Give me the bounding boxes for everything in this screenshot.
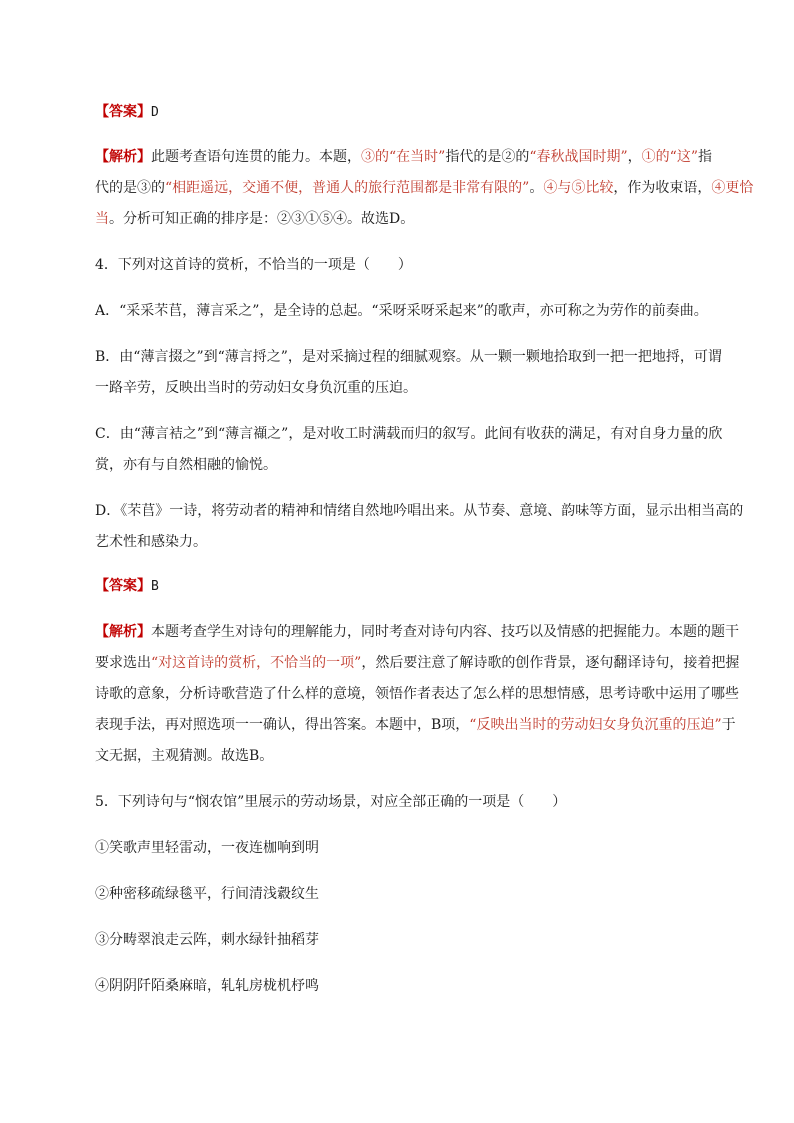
question-4-option-a: A．“采采芣苢，薄言采之”，是全诗的总起。“采呀采呀采起来”的歌声，亦可称之为劳作的前奏曲。: [95, 303, 708, 319]
analysis-text: 此题考查语句连贯的能力。本题，: [151, 149, 361, 165]
analysis-text: 于: [721, 717, 736, 733]
answer-2: [95, 576, 723, 597]
analysis-text: 文无据，主观猜测。故选B。: [95, 748, 274, 764]
analysis-text: 要求选出: [95, 655, 151, 671]
question-4-option-b: B．由“薄言掇之”到“薄言捋之”，是对采摘过程的细腻观察。从一颗一颗地拾取到一把一把地捋，可谓: [95, 349, 722, 365]
question-5-item-1: ①笑歌声里轻雷动，一夜连枷响到明: [95, 840, 319, 856]
analysis-text: 。: [529, 180, 544, 196]
analysis-highlight: ④更恰: [711, 180, 754, 196]
question-4-option-d: D．《芣苢》一诗，将劳动者的精神和情绪自然地吟唱出来。从节奏、意境、韵味等方面，显示出相当高的: [95, 503, 744, 519]
answer-value: B: [151, 579, 159, 594]
answer-tag: 【答案】: [95, 104, 151, 120]
analysis-highlight: ③的“在当时”: [361, 149, 446, 165]
analysis-highlight: “反映出当时的劳动妇女身负沉重的压迫”: [469, 717, 722, 733]
analysis-text: 表现手法，再对照选项一一确认，得出答案。本题中，B项，: [95, 717, 470, 733]
analysis-text: ，: [627, 149, 642, 165]
analysis-text: 指: [697, 149, 712, 165]
analysis-highlight: “相距遥远，交通不便，普通人的旅行范围都是非常有限的”: [165, 180, 530, 196]
question-5-item-2: ②种密移疏绿毯平，行间清浅縠纹生: [95, 886, 319, 902]
analysis-text: 诗歌的意象，分析诗歌营造了什么样的意境，领悟作者表达了怎么样的思想情感，思考诗歌中运用了哪些: [95, 686, 739, 702]
analysis-text: 。分析可知正确的排序是：②③①⑤④。故选D。: [109, 211, 415, 227]
question-4-option-c: C．由“薄言袺之”到“薄言襭之”，是对收工时满载而归的叙写。此间有收获的满足，有对自身力量的欣: [95, 426, 723, 442]
analysis-tag: 【解析】: [95, 624, 151, 640]
analysis-text: 指代的是②的: [445, 149, 530, 165]
question-4-option-c-cont: 赏，亦有与自然相融的愉悦。: [95, 457, 277, 473]
answer-value: D: [151, 105, 159, 120]
question-5-stem: 5．下列诗句与“悯农馆”里展示的劳动场景，对应全部正确的一项是（ ）: [95, 794, 567, 810]
analysis-2-line-4: [95, 715, 736, 735]
analysis-1-line-2: [95, 178, 754, 198]
analysis-highlight: ④与⑤比较: [543, 180, 614, 196]
analysis-highlight: ①的“这”: [641, 149, 698, 165]
analysis-2-line-3: [95, 684, 739, 704]
question-4-stem: 4．下列对这首诗的赏析，不恰当的一项是（ ）: [95, 257, 412, 273]
analysis-text: ，作为收束语，: [613, 180, 712, 196]
analysis-2-line-2: [95, 653, 740, 673]
question-4-option-b-cont: 一路辛劳，反映出当时的劳动妇女身负沉重的压迫。: [95, 380, 417, 396]
answer-1: [95, 102, 723, 123]
question-4-option-d-cont: 艺术性和感染力。: [95, 534, 207, 550]
analysis-highlight: 当: [95, 211, 109, 227]
analysis-tag: 【解析】: [95, 149, 151, 165]
answer-tag: 【答案】: [95, 578, 151, 594]
analysis-text: ，然后要注意了解诗歌的创作背景，逐句翻译诗句，接着把握: [361, 655, 740, 671]
analysis-2-line-1: [95, 622, 739, 642]
analysis-text: 代的是③的: [95, 180, 165, 196]
question-5-item-3: ③分畴翠浪走云阵，刺水绿针抽稻芽: [95, 932, 319, 948]
analysis-text: 本题考查学生对诗句的理解能力，同时考查对诗句内容、技巧以及情感的把握能力。本题的题干: [151, 624, 739, 640]
question-5-item-4: ④阴阴阡陌桑麻暗，轧轧房栊机杼鸣: [95, 978, 319, 994]
analysis-highlight: “对这首诗的赏析，不恰当的一项”: [151, 655, 362, 671]
analysis-1-line-3: [95, 209, 723, 229]
analysis-1-line-1: [95, 147, 723, 167]
analysis-highlight: “春秋战国时期”: [529, 149, 628, 165]
analysis-2-line-5: [95, 746, 723, 766]
